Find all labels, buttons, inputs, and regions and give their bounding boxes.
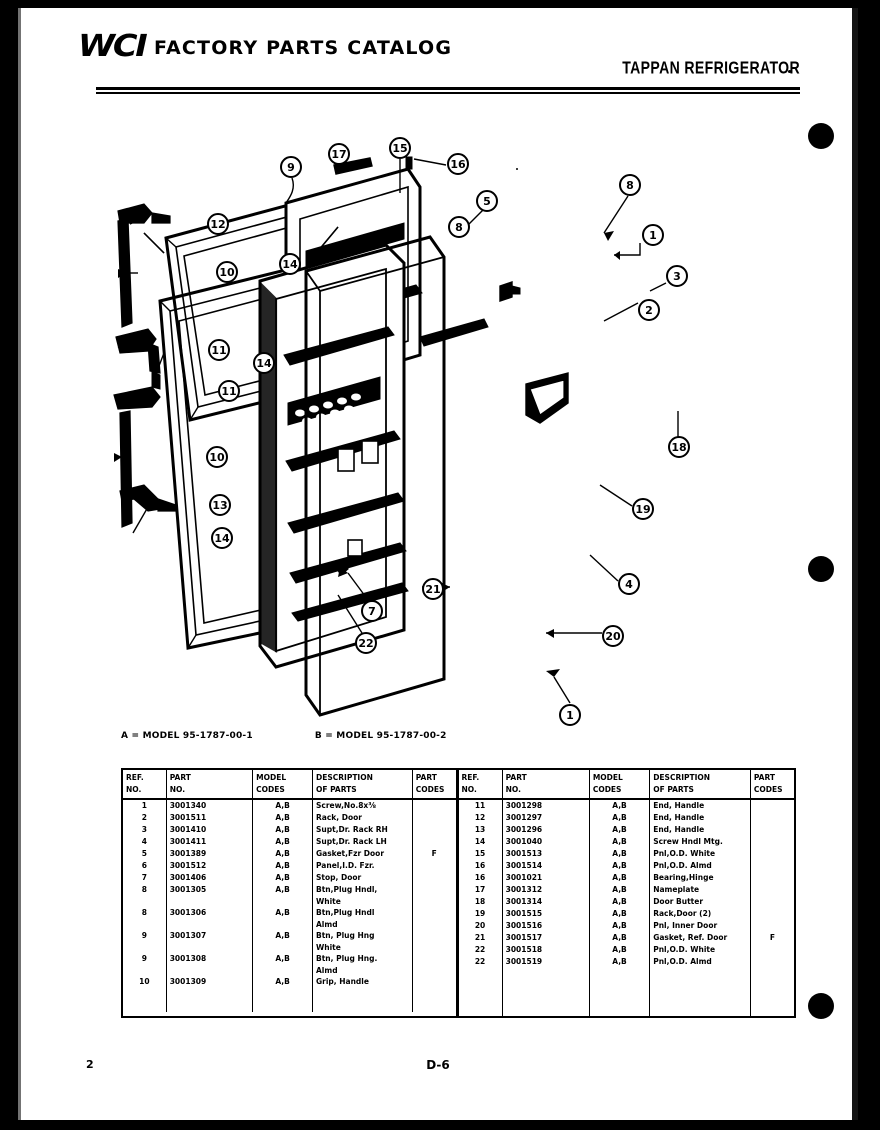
- cell-ref-no: 8: [123, 884, 166, 907]
- diagram-linework: [48, 103, 808, 718]
- description-line1: DESCRIPTION: [653, 773, 711, 782]
- table-row: [459, 944, 795, 956]
- refrigerator-inner-door-assembly: [260, 245, 408, 667]
- cell-empty: [412, 1000, 455, 1012]
- cell-model-codes: A,B: [253, 836, 313, 848]
- table-row: [459, 872, 795, 884]
- cell-part-no: 3001512: [166, 860, 252, 872]
- callout-bubble-20: 20: [602, 625, 624, 647]
- cell-ref-no: 19: [459, 908, 503, 920]
- cell-empty: [589, 968, 649, 980]
- cell-ref-no: 6: [123, 860, 166, 872]
- callout-bubble-18: 18: [668, 436, 690, 458]
- cell-ref-no: 20: [459, 920, 503, 932]
- cell-empty: [166, 1000, 252, 1012]
- table-row: [123, 907, 456, 930]
- callout-bubble-10: 10: [216, 261, 238, 283]
- part-no-line1: PART: [169, 773, 191, 782]
- cell-part-codes: [412, 907, 455, 930]
- table-row-empty: [459, 992, 795, 1004]
- cell-model-codes: A,B: [589, 860, 649, 872]
- ref-no-line1: REF.: [461, 773, 480, 782]
- header-divider-thick: [96, 87, 800, 90]
- cell-ref-no: 9: [123, 930, 166, 953]
- page-title: FACTORY PARTS CATALOG: [154, 37, 453, 59]
- cell-part-no: 3001040: [502, 836, 589, 848]
- cell-description: Gasket,Fzr Door: [313, 848, 413, 860]
- exploded-parts-diagram: [48, 103, 808, 722]
- cell-part-codes: [412, 824, 455, 836]
- cell-ref-no: 4: [123, 836, 166, 848]
- cell-ref-no: 1: [123, 799, 166, 812]
- model-legend-b: B = MODEL 95-1787-00-2: [314, 731, 447, 741]
- cell-description: Pnl,O.D. Almd: [650, 860, 751, 872]
- cell-description: End, Handle: [650, 799, 751, 812]
- cell-ref-no: 22: [459, 956, 503, 968]
- door-butter-part: [526, 373, 568, 423]
- part-codes-line1: PART: [415, 773, 437, 782]
- callout-bubble-12: 12: [207, 213, 229, 235]
- part-codes-line2: CODES: [753, 784, 783, 794]
- cell-part-codes: [750, 836, 794, 848]
- cell-part-no: 3001514: [502, 860, 589, 872]
- cell-ref-no: 16: [459, 872, 503, 884]
- cell-empty: [650, 1004, 751, 1016]
- column-header-part-codes: [750, 770, 794, 799]
- cell-part-no: 3001296: [502, 824, 589, 836]
- model-legend-a: A = MODEL 95-1787-00-1: [121, 731, 253, 741]
- cell-model-codes: A,B: [253, 872, 313, 884]
- cell-part-no: 3001306: [166, 907, 252, 930]
- callout-bubble-14: 14: [253, 352, 275, 374]
- cell-empty: [589, 1004, 649, 1016]
- cell-part-codes: [750, 860, 794, 872]
- cell-part-codes: [412, 872, 455, 884]
- column-header-description: [650, 770, 751, 799]
- cell-part-codes: [750, 908, 794, 920]
- cell-part-codes: [412, 930, 455, 953]
- table-row: [459, 896, 795, 908]
- cell-empty: [459, 968, 503, 980]
- cell-description-line2: White: [316, 896, 341, 906]
- cell-ref-no: 8: [123, 907, 166, 930]
- cell-empty: [459, 1004, 503, 1016]
- cell-empty: [412, 988, 455, 1000]
- cell-description: Pnl, Inner Door: [650, 920, 751, 932]
- cell-ref-no: 22: [459, 944, 503, 956]
- cell-part-codes: [750, 848, 794, 860]
- ref-no-line1: REF.: [126, 773, 144, 782]
- cell-model-codes: A,B: [589, 836, 649, 848]
- cell-part-codes: [750, 920, 794, 932]
- cell-empty: [459, 992, 503, 1004]
- callout-bubble-10: 10: [206, 446, 228, 468]
- table-row: [123, 953, 456, 976]
- description-line1: DESCRIPTION: [316, 773, 373, 782]
- table-row: [123, 884, 456, 907]
- cell-part-codes: [750, 884, 794, 896]
- callout-bubble-8: 8: [619, 174, 641, 196]
- cell-ref-no: 17: [459, 884, 503, 896]
- cell-empty: [459, 980, 503, 992]
- cell-empty: [313, 988, 413, 1000]
- callout-bubble-11: 11: [218, 380, 240, 402]
- cell-description-line2: Almd: [316, 965, 338, 975]
- cell-part-no: 3001513: [502, 848, 589, 860]
- cell-part-codes: [750, 799, 794, 812]
- page-header: [78, 29, 800, 92]
- column-header-model-codes: [253, 770, 313, 799]
- cell-description: Stop, Door: [313, 872, 413, 884]
- table-row-empty: [459, 980, 795, 992]
- cell-description-line2: Almd: [316, 919, 338, 929]
- table-row: [459, 884, 795, 896]
- cell-part-no: 3001340: [166, 799, 252, 812]
- cell-description: Bearing,Hinge: [650, 872, 751, 884]
- cell-part-codes: [750, 872, 794, 884]
- cell-part-no: 3001511: [166, 812, 252, 824]
- table-row: [459, 799, 795, 812]
- scan-edge-right: [852, 8, 858, 1120]
- table-row: [123, 930, 456, 953]
- table-row: [123, 824, 456, 836]
- table-header-row: [123, 770, 456, 799]
- cell-part-codes: [412, 976, 455, 988]
- cell-model-codes: A,B: [589, 848, 649, 860]
- cell-model-codes: A,B: [589, 884, 649, 896]
- cell-part-codes: [750, 812, 794, 824]
- cell-model-codes: A,B: [253, 884, 313, 907]
- callout-bubble-15: 15: [389, 137, 411, 159]
- cell-empty: [589, 980, 649, 992]
- cell-model-codes: A,B: [589, 908, 649, 920]
- table-header-row: [459, 770, 795, 799]
- cell-part-no: 3001406: [166, 872, 252, 884]
- cell-part-codes: F: [769, 933, 775, 942]
- cell-part-no: 3001515: [502, 908, 589, 920]
- cell-part-codes: [412, 799, 455, 812]
- cell-ref-no: 5: [123, 848, 166, 860]
- part-no-line2: NO.: [505, 784, 521, 794]
- table-row: [123, 860, 456, 872]
- cell-empty: [313, 1000, 413, 1012]
- cell-model-codes: A,B: [589, 944, 649, 956]
- cell-part-codes: [412, 860, 455, 872]
- cell-description: Rack, Door: [313, 812, 413, 824]
- cell-part-codes: [750, 824, 794, 836]
- callout-bubble-1: 1: [642, 224, 664, 246]
- cell-model-codes: A,B: [589, 956, 649, 968]
- table-row-empty: [123, 988, 456, 1000]
- parts-table-left-half: [123, 770, 459, 1016]
- callout-bubble-19: 19: [632, 498, 654, 520]
- parts-table-right-body: [459, 799, 795, 1016]
- model-codes-line2: CODES: [256, 784, 285, 794]
- callout-bubble-7: 7: [361, 600, 383, 622]
- cell-model-codes: A,B: [589, 812, 649, 824]
- callout-bubble-11: 11: [208, 339, 230, 361]
- table-row: [123, 976, 456, 988]
- table-row: [459, 824, 795, 836]
- column-header-model-codes: [589, 770, 649, 799]
- callout-bubble-21: 21: [422, 578, 444, 600]
- wci-logo: WCI: [78, 29, 146, 64]
- cell-description: Btn, Plug Hng. Almd: [313, 953, 413, 976]
- cell-description: Btn,Plug Hndl, White: [313, 884, 413, 907]
- cell-empty: [650, 992, 751, 1004]
- table-row: [123, 799, 456, 812]
- cell-empty: [123, 1000, 166, 1012]
- scan-edge-left: [18, 8, 21, 1120]
- ref-no-line2: NO.: [461, 784, 477, 794]
- cell-model-codes: A,B: [589, 824, 649, 836]
- cell-part-no: 3001411: [166, 836, 252, 848]
- cell-part-codes: [750, 956, 794, 968]
- model-codes-line2: CODES: [592, 784, 622, 794]
- cell-part-no: 3001519: [502, 956, 589, 968]
- cell-model-codes: A,B: [589, 896, 649, 908]
- cell-description: Btn, Plug Hng White: [313, 930, 413, 953]
- part-no-line1: PART: [505, 773, 527, 782]
- cell-part-no: 3001307: [166, 930, 252, 953]
- cell-ref-no: 9: [123, 953, 166, 976]
- cell-part-codes: [412, 953, 455, 976]
- cell-ref-no: 15: [459, 848, 503, 860]
- table-row: [459, 812, 795, 824]
- table-row: [459, 956, 795, 968]
- callout-bubble-2: 2: [638, 299, 660, 321]
- callout-bubble-3: 3: [666, 265, 688, 287]
- table-row-empty: [459, 1004, 795, 1016]
- cell-description: End, Handle: [650, 824, 751, 836]
- cell-description: Gasket, Ref. Door: [650, 932, 751, 944]
- cell-ref-no: 2: [123, 812, 166, 824]
- cell-empty: [750, 1004, 794, 1016]
- model-legend: [121, 731, 447, 741]
- cell-part-no: 3001314: [502, 896, 589, 908]
- model-codes-line1: MODEL: [256, 773, 287, 782]
- cell-model-codes: A,B: [589, 872, 649, 884]
- column-header-part-codes: [412, 770, 455, 799]
- cell-part-no: 3001389: [166, 848, 252, 860]
- table-row: [123, 812, 456, 824]
- cell-description: Btn,Plug Hndl Almd: [313, 907, 413, 930]
- cell-part-no: 3001410: [166, 824, 252, 836]
- cell-model-codes: A,B: [253, 953, 313, 976]
- cell-part-no: 3001021: [502, 872, 589, 884]
- cell-part-no: 3001309: [166, 976, 252, 988]
- part-codes-line1: PART: [753, 773, 776, 782]
- column-header-ref-no: [459, 770, 503, 799]
- cell-ref-no: 18: [459, 896, 503, 908]
- cell-model-codes: A,B: [253, 907, 313, 930]
- callout-bubble-14: 14: [211, 527, 233, 549]
- cell-description: Rack,Door (2): [650, 908, 751, 920]
- footer-section-code: D-6: [426, 1058, 450, 1072]
- cell-model-codes: A,B: [589, 799, 649, 812]
- cell-part-no: 3001305: [166, 884, 252, 907]
- description-line2: OF PARTS: [653, 784, 694, 794]
- cell-empty: [750, 992, 794, 1004]
- cell-description: Supt,Dr. Rack LH: [313, 836, 413, 848]
- table-row: [459, 920, 795, 932]
- cell-model-codes: A,B: [589, 932, 649, 944]
- callout-bubble-1: 1: [559, 704, 581, 726]
- cell-part-no: 3001517: [502, 932, 589, 944]
- callout-bubble-17: 17: [328, 143, 350, 165]
- description-line2: OF PARTS: [316, 784, 357, 794]
- cell-empty: [166, 988, 252, 1000]
- cell-ref-no: 11: [459, 799, 503, 812]
- cell-empty: [502, 980, 589, 992]
- column-header-part-no: [166, 770, 252, 799]
- part-codes-line2: CODES: [415, 784, 445, 794]
- cell-model-codes: A,B: [253, 812, 313, 824]
- cell-model-codes: A,B: [253, 824, 313, 836]
- cell-part-codes: [412, 812, 455, 824]
- table-row: [123, 848, 456, 860]
- footer-page-number: 2: [86, 1058, 94, 1071]
- cell-ref-no: 3: [123, 824, 166, 836]
- cell-model-codes: A,B: [253, 860, 313, 872]
- cell-empty: [253, 988, 313, 1000]
- cell-empty: [750, 980, 794, 992]
- cell-ref-no: 12: [459, 812, 503, 824]
- product-line-title: TAPPAN REFRIGERATOR: [622, 58, 800, 78]
- cell-part-no: 3001298: [502, 799, 589, 812]
- callout-bubble-13: 13: [209, 494, 231, 516]
- cell-empty: [650, 980, 751, 992]
- callout-bubble-22: 22: [355, 632, 377, 654]
- cell-empty: [253, 1000, 313, 1012]
- table-row-empty: [459, 968, 795, 980]
- cell-description: Screw,No.8x⅜: [313, 799, 413, 812]
- part-no-line2: NO.: [169, 784, 186, 794]
- cell-part-codes: [750, 896, 794, 908]
- cell-empty: [589, 992, 649, 1004]
- cell-model-codes: A,B: [589, 920, 649, 932]
- callout-bubble-5: 5: [476, 190, 498, 212]
- cell-ref-no: 13: [459, 824, 503, 836]
- cell-part-codes: [412, 884, 455, 907]
- cell-part-no: 3001312: [502, 884, 589, 896]
- cell-ref-no: 14: [459, 836, 503, 848]
- callout-bubble-8: 8: [448, 216, 470, 238]
- cell-description: Door Butter: [650, 896, 751, 908]
- column-header-ref-no: [123, 770, 166, 799]
- cell-description: Panel,I.D. Fzr.: [313, 860, 413, 872]
- header-divider-thin: [96, 92, 800, 94]
- cell-empty: [502, 1004, 589, 1016]
- cell-model-codes: A,B: [253, 799, 313, 812]
- binder-hole-bottom: [808, 993, 834, 1019]
- table-row-empty: [123, 1000, 456, 1012]
- ref-no-line2: NO.: [126, 784, 142, 794]
- table-row: [123, 872, 456, 884]
- table-row: [459, 848, 795, 860]
- callout-bubble-4: 4: [618, 573, 640, 595]
- table-row: [123, 836, 456, 848]
- parts-table: [121, 768, 796, 1018]
- column-header-description: [313, 770, 413, 799]
- cell-description: Grip, Handle: [313, 976, 413, 988]
- cell-model-codes: A,B: [253, 848, 313, 860]
- cell-part-codes: F: [431, 849, 437, 858]
- cell-description: Supt,Dr. Rack RH: [313, 824, 413, 836]
- cell-empty: [502, 968, 589, 980]
- table-row: [459, 860, 795, 872]
- cell-ref-no: 7: [123, 872, 166, 884]
- callout-bubble-14: 14: [279, 253, 301, 275]
- cell-description: Nameplate: [650, 884, 751, 896]
- callout-bubble-9: 9: [280, 156, 302, 178]
- cell-part-no: 3001308: [166, 953, 252, 976]
- catalog-page: [18, 8, 858, 1120]
- cell-model-codes: A,B: [253, 930, 313, 953]
- table-row: [459, 932, 795, 944]
- cell-empty: [650, 968, 751, 980]
- cell-description: Screw Hndl Mtg.: [650, 836, 751, 848]
- cell-part-no: 3001518: [502, 944, 589, 956]
- cell-description: End, Handle: [650, 812, 751, 824]
- cell-description: Pnl,O.D. Almd: [650, 956, 751, 968]
- parts-table-right-half: [459, 770, 795, 1016]
- binder-hole-middle: [808, 556, 834, 582]
- table-row: [459, 836, 795, 848]
- cell-ref-no: 21: [459, 932, 503, 944]
- binder-hole-top: [808, 123, 834, 149]
- cell-part-no: 3001297: [502, 812, 589, 824]
- cell-part-no: 3001516: [502, 920, 589, 932]
- cell-description: Pnl,O.D. White: [650, 944, 751, 956]
- cell-ref-no: 10: [123, 976, 166, 988]
- table-row: [459, 908, 795, 920]
- cell-description-line2: White: [316, 942, 341, 952]
- cell-empty: [502, 992, 589, 1004]
- cell-empty: [750, 968, 794, 980]
- column-header-part-no: [502, 770, 589, 799]
- cell-model-codes: A,B: [253, 976, 313, 988]
- cell-ref-no: 16: [459, 860, 503, 872]
- model-codes-line1: MODEL: [592, 773, 623, 782]
- cell-empty: [123, 988, 166, 1000]
- cell-description: Pnl,O.D. White: [650, 848, 751, 860]
- callout-bubble-16: 16: [447, 153, 469, 175]
- cell-part-codes: [750, 944, 794, 956]
- parts-table-left-body: [123, 799, 456, 1012]
- cell-part-codes: [412, 836, 455, 848]
